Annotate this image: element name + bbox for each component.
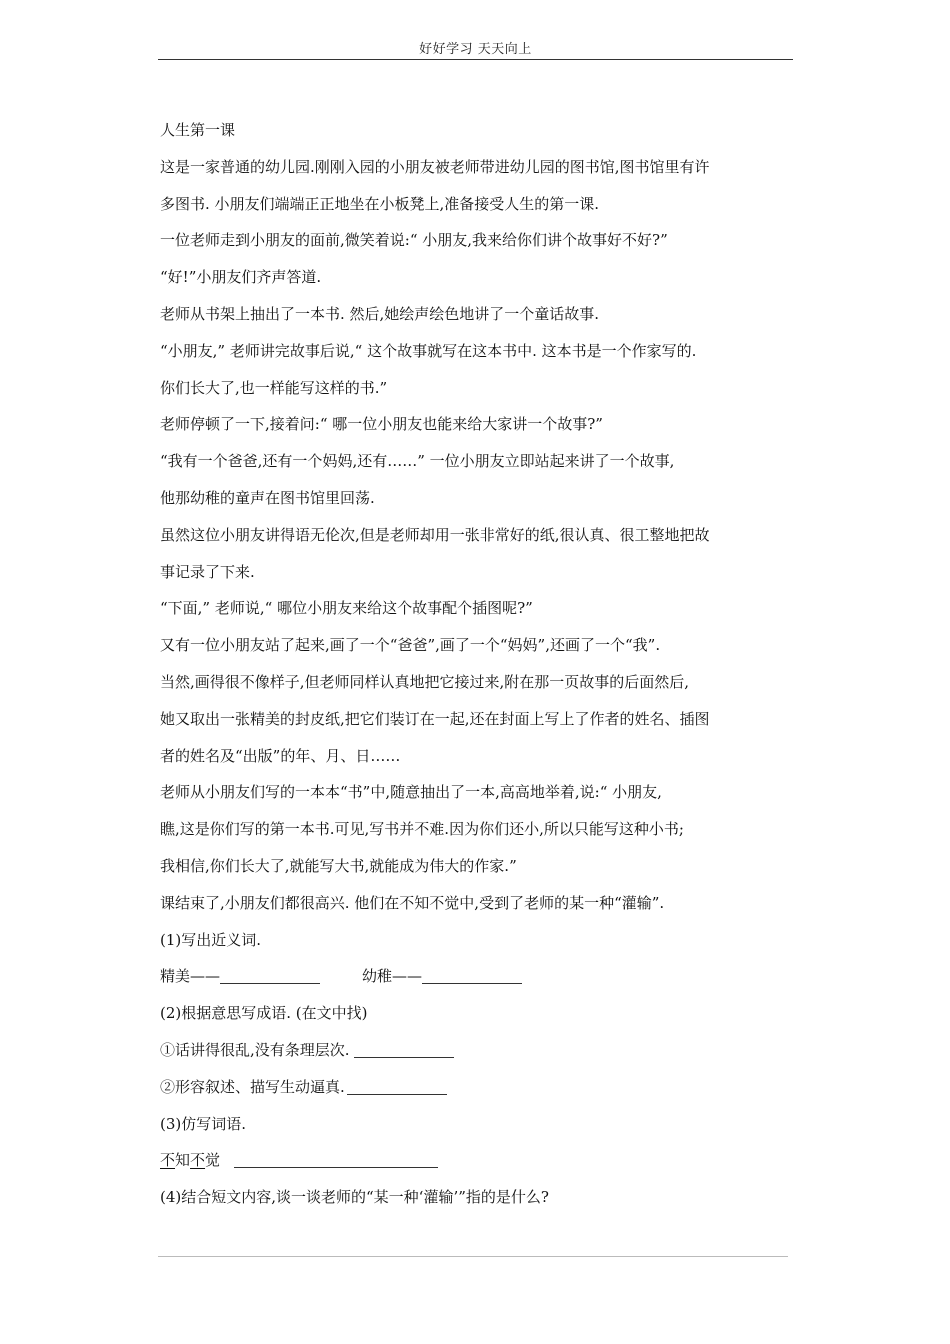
article-line: 又有一位小朋友站了起来,画了一个“爸爸”,画了一个“妈妈”,还画了一个“我”.	[160, 636, 661, 655]
article-line: 课结束了,小朋友们都很高兴. 他们在不知不觉中,受到了老师的某一种“灌输”.	[160, 893, 665, 912]
question-4-prompt: (4)结合短文内容,谈一谈老师的“某一种‘灌输’”指的是什么?	[160, 1188, 549, 1207]
answer-blank-4[interactable]	[347, 1076, 447, 1095]
article-line: 她又取出一张精美的封皮纸,把它们装订在一起,还在封面上写上了作者的姓名、插图	[160, 709, 710, 728]
question-1-item-1: 精美——	[160, 967, 221, 986]
example-char-3: 不	[190, 1151, 206, 1170]
footer-rule	[158, 1256, 788, 1257]
article-line: 老师停顿了一下,接着问:“ 哪一位小朋友也能来给大家讲一个故事?”	[160, 415, 603, 434]
article-line: “下面,” 老师说,“ 哪位小朋友来给这个故事配个插图呢?”	[160, 599, 533, 618]
question-1-item-2: 幼稚——	[362, 967, 423, 986]
document-body	[160, 112, 800, 1216]
article-line: 老师从书架上抽出了一本书. 然后,她绘声绘色地讲了一个童话故事.	[160, 304, 600, 323]
page-header: 好好学习 天天向上	[419, 42, 532, 57]
article-text	[160, 149, 800, 922]
article-line: “小朋友,” 老师讲完故事后说,“ 这个故事就写在这本书中. 这本书是一个作家写的.	[160, 341, 697, 360]
question-1-prompt: (1)写出近义词.	[160, 930, 262, 949]
article-line: 一位老师走到小朋友的面前,微笑着说:“ 小朋友,我来给你们讲个故事好不好?”	[160, 231, 668, 250]
question-1-answers	[160, 958, 800, 995]
answer-blank-2[interactable]	[422, 965, 522, 984]
answer-blank-1[interactable]	[220, 965, 320, 984]
article-line: 多图书. 小朋友们端端正正地坐在小板凳上,准备接受人生的第一课.	[160, 194, 600, 213]
header-rule	[158, 59, 793, 60]
article-line: 这是一家普通的幼儿园.刚刚入园的小朋友被老师带进幼儿园的图书馆,图书馆里有许	[160, 157, 710, 176]
example-char-2: 知	[175, 1151, 191, 1170]
article-line: “好!”小朋友们齐声答道.	[160, 268, 322, 287]
article-line: 事记录了下来.	[160, 562, 255, 581]
article-line: 当然,画得很不像样子,但老师同样认真地把它接过来,附在那一页故事的后面然后,	[160, 672, 690, 691]
article-line: 他那幼稚的童声在图书馆里回荡.	[160, 488, 375, 507]
article-line: 你们长大了,也一样能写这样的书.”	[160, 378, 388, 397]
article-title: 人生第一课	[160, 121, 236, 139]
article-line: 我相信,你们长大了,就能写大书,就能成为伟大的作家.”	[160, 856, 517, 875]
answer-blank-5[interactable]	[234, 1149, 438, 1168]
question-2-item-1: ①话讲得很乱,没有条理层次.	[160, 1040, 350, 1059]
question-3-row	[160, 1142, 800, 1179]
question-2-item-2-row	[160, 1069, 800, 1106]
example-char-1: 不	[160, 1151, 176, 1170]
example-char-4: 觉	[205, 1151, 221, 1170]
article-line: 者的姓名及“出版”的年、月、日……	[160, 746, 401, 765]
question-2-prompt: (2)根据意思写成语. (在文中找)	[160, 1004, 368, 1023]
question-2-item-1-row	[160, 1032, 800, 1069]
question-3-prompt: (3)仿写词语.	[160, 1114, 247, 1133]
article-line: 虽然这位小朋友讲得语无伦次,但是老师却用一张非常好的纸,很认真、很工整地把故	[160, 525, 710, 544]
answer-blank-3[interactable]	[354, 1039, 454, 1058]
article-line: “我有一个爸爸,还有一个妈妈,还有……” 一位小朋友立即站起来讲了一个故事,	[160, 452, 675, 471]
question-2-item-2: ②形容叙述、描写生动逼真.	[160, 1077, 345, 1096]
article-line: 瞧,这是你们写的第一本书.可见,写书并不难.因为你们还小,所以只能写这种小书;	[160, 820, 684, 839]
article-line: 老师从小朋友们写的一本本“书”中,随意抽出了一本,高高地举着,说:“ 小朋友,	[160, 783, 662, 802]
